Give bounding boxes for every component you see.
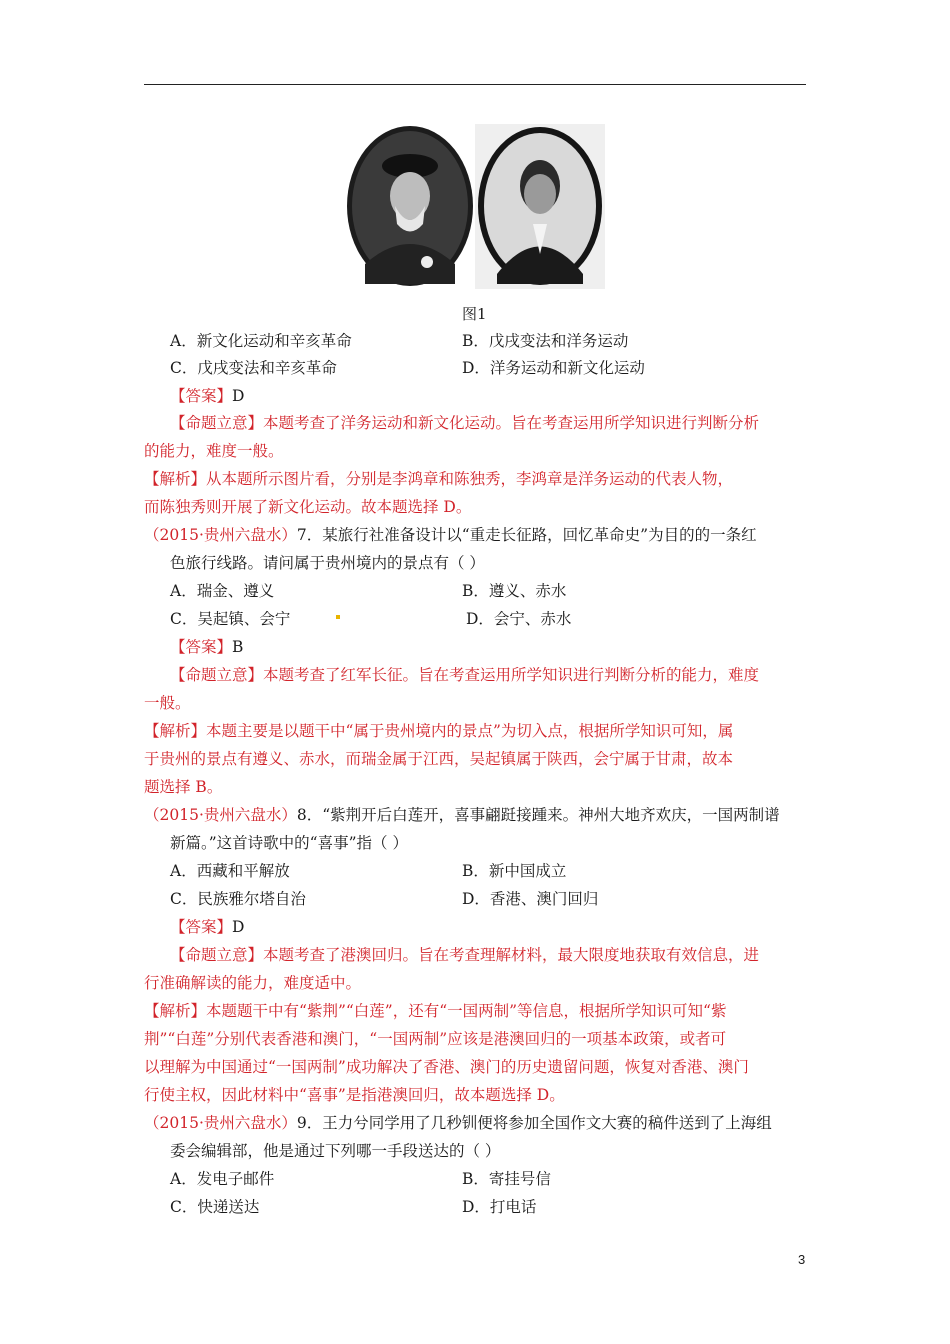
intent-label: 【命题立意】 — [170, 414, 264, 432]
q6-answer-value: D — [232, 387, 245, 405]
q6-intent-text: 本题考查了洋务运动和新文化运动。旨在考查运用所学知识进行判断分析 — [263, 414, 760, 432]
q7-analysis-cont-1: 于贵州的景点有遵义、赤水，而瑞金属于江西，吴起镇属于陕西，会宁属于甘肃，故本 — [144, 750, 734, 768]
q8-option-b: B．新中国成立 — [462, 862, 567, 880]
answer-label: 【答案】 — [170, 918, 233, 936]
q8-analysis-text: 本题题干中有“紫荆”“白莲”，还有“一国两制”等信息，根据所学知识可知“紫 — [206, 1002, 727, 1020]
analysis-label: 【解析】 — [144, 470, 207, 488]
q8-option-a: A．西藏和平解放 — [170, 862, 290, 880]
intent-label: 【命题立意】 — [170, 666, 264, 684]
figure-caption: 图1 — [462, 305, 487, 323]
q6-option-a: A．新文化运动和辛亥革命 — [170, 332, 352, 350]
portrait-chen-duxiu — [475, 124, 605, 289]
q6-answer — [170, 386, 244, 406]
q8-intent-cont: 行准确解读的能力，难度适中。 — [144, 974, 362, 992]
q7-answer-value: B — [232, 638, 244, 656]
q9-stem — [144, 1113, 772, 1133]
q7-option-d: D．会宁、赤水 — [466, 610, 572, 628]
q8-intent — [170, 945, 759, 965]
q9-option-b: B．寄挂号信 — [462, 1170, 551, 1188]
analysis-label: 【解析】 — [144, 1002, 207, 1020]
q8-analysis-cont-3: 行使主权，因此材料中“喜事”是指港澳回归，故本题选择 D。 — [144, 1086, 565, 1104]
q8-intent-text: 本题考查了港澳回归。旨在考查理解材料，最大限度地获取有效信息，进 — [263, 946, 760, 964]
q8-analysis-cont-2: 以理解为中国通过“一国两制”成功解决了香港、澳门的历史遗留问题，恢复对香港、澳门 — [144, 1058, 749, 1076]
yellow-dot-mark — [336, 615, 340, 619]
answer-label: 【答案】 — [170, 638, 233, 656]
q7-analysis-cont-2: 题选择 B。 — [144, 778, 223, 796]
q7-option-a: A．瑞金、遵义 — [170, 582, 275, 600]
q7-stem-text: 7．某旅行社准备设计以“重走长征路，回忆革命史”为目的的一条红 — [296, 526, 757, 544]
analysis-label: 【解析】 — [144, 722, 207, 740]
q8-option-c: C．民族雅尔塔自治 — [170, 890, 306, 908]
q8-analysis-cont-1: 荆”“白莲”分别代表香港和澳门，“一国两制”应该是港澳回归的一项基本政策，或者可 — [144, 1030, 727, 1048]
q6-option-c: C．戊戌变法和辛亥革命 — [170, 359, 337, 377]
q7-intent-text: 本题考查了红军长征。旨在考查运用所学知识进行判断分析的能力，难度 — [263, 666, 760, 684]
q8-answer-value: D — [232, 918, 245, 936]
q7-stem-cont: 色旅行线路。请问属于贵州境内的景点有（ ） — [170, 554, 485, 572]
q7-option-b: B．遵义、赤水 — [462, 582, 567, 600]
answer-label: 【答案】 — [170, 387, 233, 405]
q6-analysis — [144, 469, 733, 489]
q7-intent — [170, 665, 759, 685]
q9-stem-text: 9．王力兮同学用了几秒钏便将参加全国作文大赛的稿件送到了上海组 — [296, 1114, 772, 1132]
q9-option-c: C．快递送达 — [170, 1198, 260, 1216]
q7-intent-cont: 一般。 — [144, 694, 191, 712]
q8-option-d: D．香港、澳门回归 — [462, 890, 599, 908]
page-number: 3 — [798, 1252, 806, 1267]
q6-analysis-text: 从本题所示图片看，分别是李鸿章和陈独秀，李鸿章是洋务运动的代表人物， — [206, 470, 734, 488]
q6-analysis-cont: 而陈独秀则开展了新文化运动。故本题选择 D。 — [144, 498, 472, 516]
q8-stem-cont: 新篇。”这首诗歌中的“喜事”指（ ） — [170, 834, 408, 852]
q8-analysis — [144, 1001, 727, 1021]
q8-stem-text: 8．“紫荆开后白莲开，喜事翩跹接踵来。神州大地齐欢庆，一国两制谱 — [296, 806, 780, 824]
q9-source: （2015·贵州六盘水） — [144, 1114, 297, 1132]
q7-stem — [144, 525, 757, 545]
q6-option-b: B．戊戌变法和洋务运动 — [462, 332, 629, 350]
q6-intent — [170, 413, 759, 433]
q7-source: （2015·贵州六盘水） — [144, 526, 297, 544]
q9-stem-cont: 委会编辑部，他是通过下列哪一手段送达的（ ） — [170, 1142, 501, 1160]
q8-answer — [170, 917, 244, 937]
q6-option-d: D．洋务运动和新文化运动 — [462, 359, 645, 377]
q8-source: （2015·贵州六盘水） — [144, 806, 297, 824]
portrait-li-hongzhang — [345, 124, 475, 289]
intent-label: 【命题立意】 — [170, 946, 264, 964]
q9-option-d: D．打电话 — [462, 1198, 537, 1216]
q7-analysis-text: 本题主要是以题干中“属于贵州境内的景点”为切入点，根据所学知识可知，属 — [206, 722, 734, 740]
q8-stem — [144, 805, 780, 825]
q7-analysis — [144, 721, 733, 741]
q7-option-c: C．吴起镇、会宁 — [170, 610, 291, 628]
q6-intent-cont: 的能力，难度一般。 — [144, 442, 284, 460]
q9-option-a: A．发电子邮件 — [170, 1170, 275, 1188]
q7-answer — [170, 637, 243, 657]
header-rule — [144, 84, 806, 85]
